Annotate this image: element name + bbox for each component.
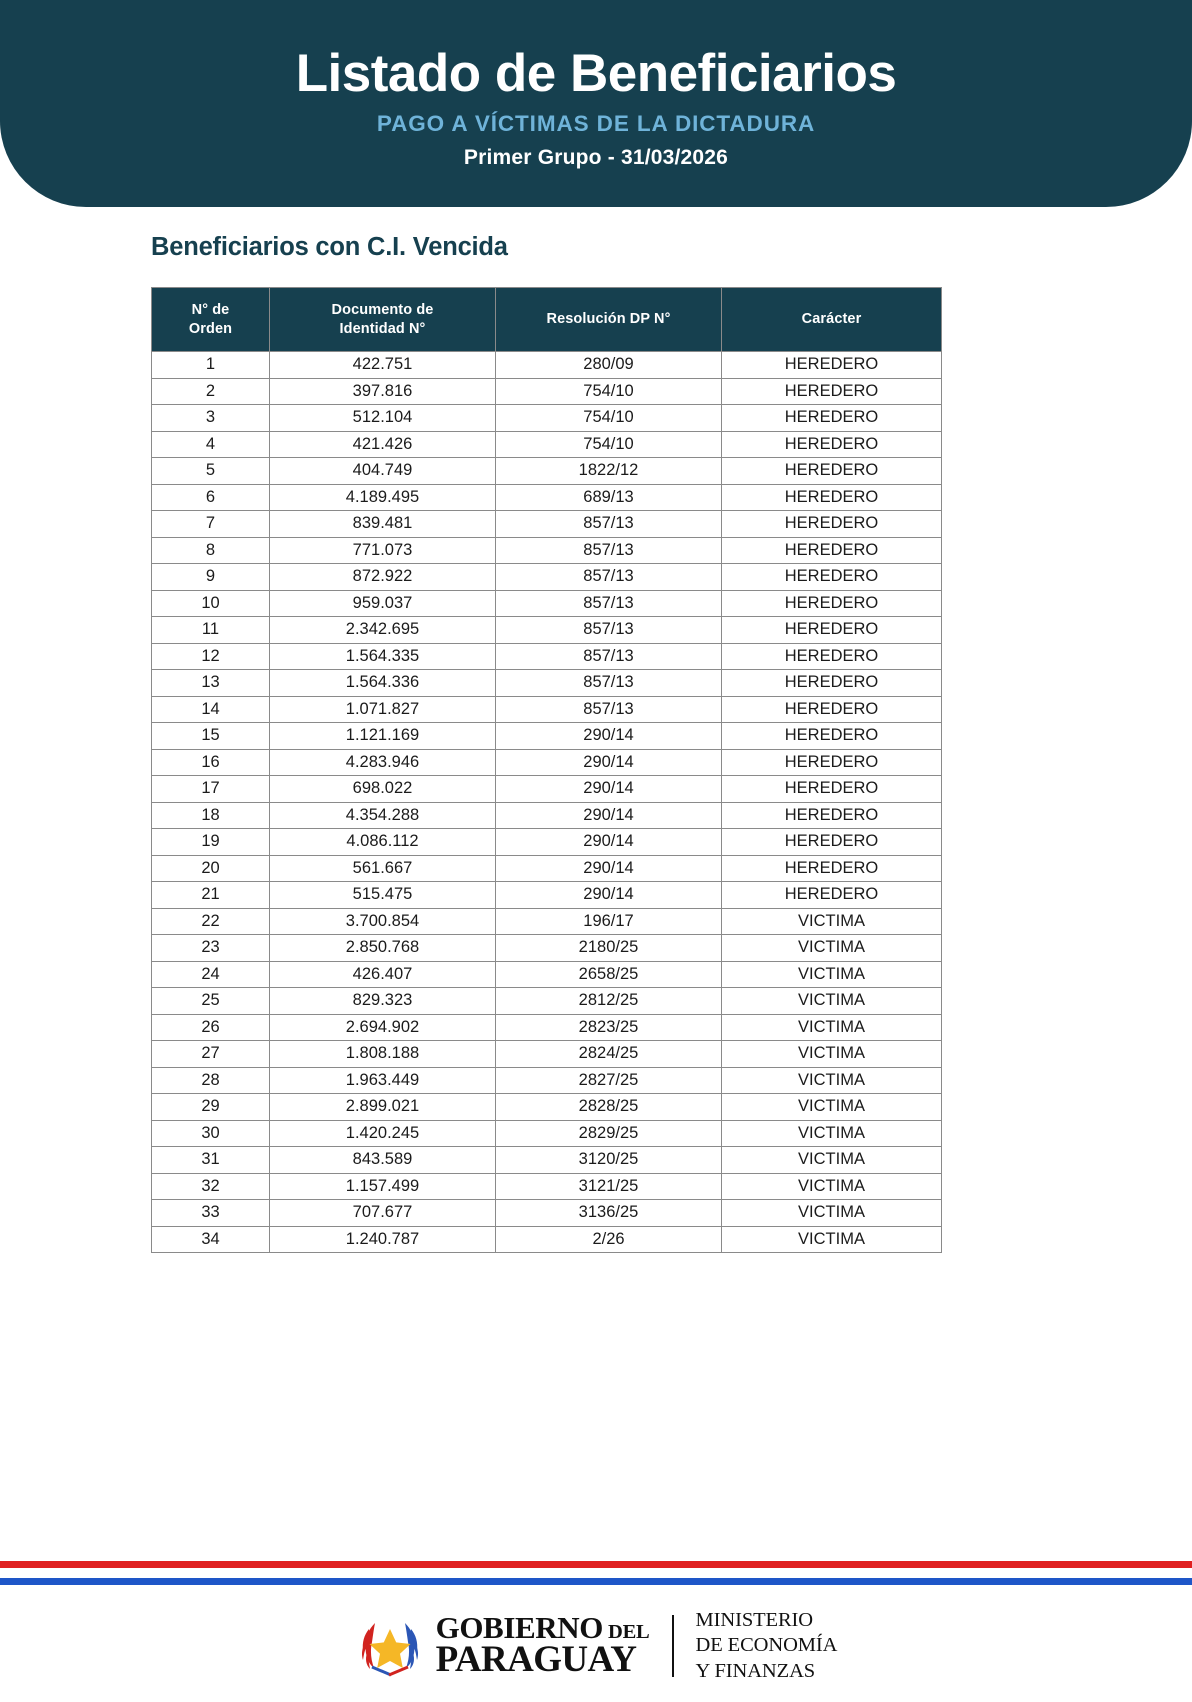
table-row: [152, 378, 942, 405]
cell-resolucion: 857/13: [496, 617, 722, 644]
cell-caracter: HEREDERO: [722, 431, 942, 458]
cell-resolucion: 3120/25: [496, 1147, 722, 1174]
table-row: [152, 484, 942, 511]
table-row: [152, 749, 942, 776]
cell-orden: 25: [152, 988, 270, 1015]
cell-orden: 27: [152, 1041, 270, 1068]
cell-orden: 14: [152, 696, 270, 723]
table-row: [152, 352, 942, 379]
column-header-documento-line1: Documento de: [331, 302, 434, 318]
table-row: [152, 935, 942, 962]
cell-orden: 16: [152, 749, 270, 776]
table-row: [152, 1120, 942, 1147]
table-row: [152, 617, 942, 644]
cell-caracter: HEREDERO: [722, 802, 942, 829]
table-row: [152, 1147, 942, 1174]
cell-orden: 1: [152, 352, 270, 379]
table-row: [152, 802, 942, 829]
cell-resolucion: 290/14: [496, 802, 722, 829]
cell-caracter: VICTIMA: [722, 1226, 942, 1253]
cell-caracter: VICTIMA: [722, 1200, 942, 1227]
cell-caracter: VICTIMA: [722, 1041, 942, 1068]
table-row: [152, 1226, 942, 1253]
table-body: [152, 352, 942, 1253]
government-logo: [355, 1610, 650, 1681]
cell-documento: 872.922: [270, 564, 496, 591]
cell-caracter: HEREDERO: [722, 643, 942, 670]
table-row: [152, 1014, 942, 1041]
column-header-orden-line1: N° de: [191, 302, 230, 318]
cell-orden: 13: [152, 670, 270, 697]
cell-documento: 839.481: [270, 511, 496, 538]
table-row: [152, 829, 942, 856]
cell-orden: 29: [152, 1094, 270, 1121]
cell-resolucion: 1822/12: [496, 458, 722, 485]
cell-documento: 4.086.112: [270, 829, 496, 856]
column-header-caracter: Carácter: [722, 288, 942, 352]
cell-documento: 829.323: [270, 988, 496, 1015]
table-row: [152, 776, 942, 803]
table-row: [152, 670, 942, 697]
cell-documento: 2.899.021: [270, 1094, 496, 1121]
cell-resolucion: 290/14: [496, 776, 722, 803]
cell-caracter: VICTIMA: [722, 1120, 942, 1147]
cell-documento: 1.963.449: [270, 1067, 496, 1094]
cell-caracter: VICTIMA: [722, 1173, 942, 1200]
cell-caracter: HEREDERO: [722, 723, 942, 750]
cell-orden: 10: [152, 590, 270, 617]
table-row: [152, 1173, 942, 1200]
government-word-paraguay: PARAGUAY: [435, 1639, 637, 1681]
ministry-line-2: DE ECONOMÍA: [695, 1634, 838, 1657]
cell-resolucion: 754/10: [496, 405, 722, 432]
cell-orden: 15: [152, 723, 270, 750]
cell-documento: 515.475: [270, 882, 496, 909]
cell-documento: 422.751: [270, 352, 496, 379]
table-row: [152, 590, 942, 617]
cell-caracter: HEREDERO: [722, 405, 942, 432]
table-row: [152, 696, 942, 723]
cell-resolucion: 3136/25: [496, 1200, 722, 1227]
table-row: [152, 405, 942, 432]
page-subtitle: PAGO A VÍCTIMAS DE LA DICTADURA: [376, 111, 816, 137]
table-row: [152, 855, 942, 882]
cell-resolucion: 2828/25: [496, 1094, 722, 1121]
table-row: [152, 431, 942, 458]
cell-documento: 426.407: [270, 961, 496, 988]
cell-resolucion: 290/14: [496, 882, 722, 909]
cell-caracter: VICTIMA: [722, 1014, 942, 1041]
table-row: [152, 1067, 942, 1094]
column-header-orden: [152, 288, 270, 352]
cell-caracter: HEREDERO: [722, 882, 942, 909]
cell-caracter: HEREDERO: [722, 352, 942, 379]
cell-documento: 2.694.902: [270, 1014, 496, 1041]
cell-resolucion: 857/13: [496, 537, 722, 564]
table-row: [152, 961, 942, 988]
cell-resolucion: 290/14: [496, 749, 722, 776]
cell-documento: 707.677: [270, 1200, 496, 1227]
cell-documento: 843.589: [270, 1147, 496, 1174]
cell-caracter: HEREDERO: [722, 855, 942, 882]
government-word-gobierno: GOBIERNO: [435, 1610, 603, 1646]
cell-caracter: VICTIMA: [722, 988, 942, 1015]
page-header: [0, 0, 1192, 207]
column-header-orden-line2: Orden: [188, 320, 233, 337]
cell-resolucion: 290/14: [496, 829, 722, 856]
cell-resolucion: 857/13: [496, 511, 722, 538]
beneficiaries-table-container: [151, 287, 941, 1253]
column-header-documento: [270, 288, 496, 352]
table-row: [152, 537, 942, 564]
table-row: [152, 1094, 942, 1121]
table-row: [152, 908, 942, 935]
cell-orden: 26: [152, 1014, 270, 1041]
cell-documento: 2.850.768: [270, 935, 496, 962]
cell-documento: 1.564.335: [270, 643, 496, 670]
paraguay-wreath-star-icon: [355, 1615, 425, 1677]
table-row: [152, 458, 942, 485]
cell-caracter: HEREDERO: [722, 670, 942, 697]
page-footer: [0, 1608, 1192, 1684]
cell-orden: 5: [152, 458, 270, 485]
cell-documento: 512.104: [270, 405, 496, 432]
cell-caracter: VICTIMA: [722, 1094, 942, 1121]
table-row: [152, 1041, 942, 1068]
cell-resolucion: 3121/25: [496, 1173, 722, 1200]
cell-orden: 8: [152, 537, 270, 564]
table-row: [152, 564, 942, 591]
column-header-resolucion: Resolución DP N°: [496, 288, 722, 352]
cell-orden: 33: [152, 1200, 270, 1227]
cell-caracter: VICTIMA: [722, 1147, 942, 1174]
government-word-del: DEL: [607, 1621, 650, 1644]
cell-caracter: HEREDERO: [722, 617, 942, 644]
cell-resolucion: 857/13: [496, 643, 722, 670]
cell-orden: 28: [152, 1067, 270, 1094]
beneficiaries-table: [151, 287, 942, 1253]
cell-orden: 6: [152, 484, 270, 511]
cell-documento: 3.700.854: [270, 908, 496, 935]
cell-resolucion: 689/13: [496, 484, 722, 511]
cell-documento: 421.426: [270, 431, 496, 458]
cell-orden: 17: [152, 776, 270, 803]
cell-resolucion: 2180/25: [496, 935, 722, 962]
table-header: [152, 288, 942, 352]
cell-orden: 20: [152, 855, 270, 882]
cell-resolucion: 196/17: [496, 908, 722, 935]
cell-documento: 4.283.946: [270, 749, 496, 776]
cell-resolucion: 857/13: [496, 590, 722, 617]
cell-caracter: VICTIMA: [722, 1067, 942, 1094]
table-row: [152, 643, 942, 670]
cell-resolucion: 280/09: [496, 352, 722, 379]
cell-caracter: HEREDERO: [722, 564, 942, 591]
cell-documento: 1.071.827: [270, 696, 496, 723]
cell-orden: 24: [152, 961, 270, 988]
cell-caracter: HEREDERO: [722, 458, 942, 485]
flag-stripe-red: [0, 1561, 1192, 1568]
cell-resolucion: 857/13: [496, 564, 722, 591]
cell-resolucion: 2823/25: [496, 1014, 722, 1041]
cell-orden: 23: [152, 935, 270, 962]
ministry-wordmark: [696, 1608, 838, 1684]
cell-resolucion: 2658/25: [496, 961, 722, 988]
cell-caracter: HEREDERO: [722, 829, 942, 856]
cell-documento: 1.808.188: [270, 1041, 496, 1068]
footer-divider: [672, 1615, 674, 1677]
cell-caracter: VICTIMA: [722, 935, 942, 962]
cell-documento: 4.354.288: [270, 802, 496, 829]
cell-resolucion: 2824/25: [496, 1041, 722, 1068]
table-row: [152, 988, 942, 1015]
cell-caracter: HEREDERO: [722, 749, 942, 776]
cell-orden: 11: [152, 617, 270, 644]
cell-documento: 1.240.787: [270, 1226, 496, 1253]
cell-documento: 404.749: [270, 458, 496, 485]
cell-orden: 19: [152, 829, 270, 856]
page-title: Listado de Beneficiarios: [295, 44, 897, 103]
cell-orden: 30: [152, 1120, 270, 1147]
cell-resolucion: 857/13: [496, 696, 722, 723]
cell-caracter: HEREDERO: [722, 484, 942, 511]
cell-caracter: HEREDERO: [722, 590, 942, 617]
cell-caracter: HEREDERO: [722, 511, 942, 538]
cell-documento: 771.073: [270, 537, 496, 564]
cell-documento: 397.816: [270, 378, 496, 405]
cell-documento: 698.022: [270, 776, 496, 803]
cell-documento: 1.564.336: [270, 670, 496, 697]
cell-documento: 1.420.245: [270, 1120, 496, 1147]
table-header-row: [152, 288, 942, 352]
cell-resolucion: 2812/25: [496, 988, 722, 1015]
ministry-line-3: Y FINANZAS: [695, 1659, 816, 1682]
cell-caracter: HEREDERO: [722, 696, 942, 723]
cell-caracter: HEREDERO: [722, 378, 942, 405]
cell-orden: 2: [152, 378, 270, 405]
cell-orden: 4: [152, 431, 270, 458]
cell-caracter: HEREDERO: [722, 776, 942, 803]
table-row: [152, 1200, 942, 1227]
section-title: Beneficiarios con C.I. Vencida: [151, 233, 508, 261]
cell-resolucion: 2829/25: [496, 1120, 722, 1147]
cell-caracter: VICTIMA: [722, 961, 942, 988]
column-header-documento-line2: Identidad N°: [339, 320, 426, 337]
cell-resolucion: 290/14: [496, 723, 722, 750]
cell-documento: 4.189.495: [270, 484, 496, 511]
table-row: [152, 511, 942, 538]
cell-documento: 561.667: [270, 855, 496, 882]
cell-documento: 1.157.499: [270, 1173, 496, 1200]
cell-orden: 22: [152, 908, 270, 935]
flag-stripe-blue: [0, 1578, 1192, 1585]
table-row: [152, 723, 942, 750]
cell-resolucion: 290/14: [496, 855, 722, 882]
table-row: [152, 882, 942, 909]
cell-caracter: VICTIMA: [722, 908, 942, 935]
cell-resolucion: 754/10: [496, 431, 722, 458]
cell-orden: 3: [152, 405, 270, 432]
cell-resolucion: 857/13: [496, 670, 722, 697]
cell-orden: 12: [152, 643, 270, 670]
cell-resolucion: 2827/25: [496, 1067, 722, 1094]
government-wordmark: [435, 1610, 650, 1681]
cell-resolucion: 2/26: [496, 1226, 722, 1253]
page-date-line: Primer Grupo - 31/03/2026: [463, 146, 729, 170]
ministry-line-1: MINISTERIO: [695, 1609, 813, 1631]
cell-orden: 21: [152, 882, 270, 909]
cell-orden: 32: [152, 1173, 270, 1200]
cell-documento: 2.342.695: [270, 617, 496, 644]
cell-documento: 1.121.169: [270, 723, 496, 750]
cell-orden: 34: [152, 1226, 270, 1253]
cell-caracter: HEREDERO: [722, 537, 942, 564]
cell-orden: 18: [152, 802, 270, 829]
cell-orden: 9: [152, 564, 270, 591]
cell-documento: 959.037: [270, 590, 496, 617]
cell-orden: 31: [152, 1147, 270, 1174]
cell-orden: 7: [152, 511, 270, 538]
cell-resolucion: 754/10: [496, 378, 722, 405]
